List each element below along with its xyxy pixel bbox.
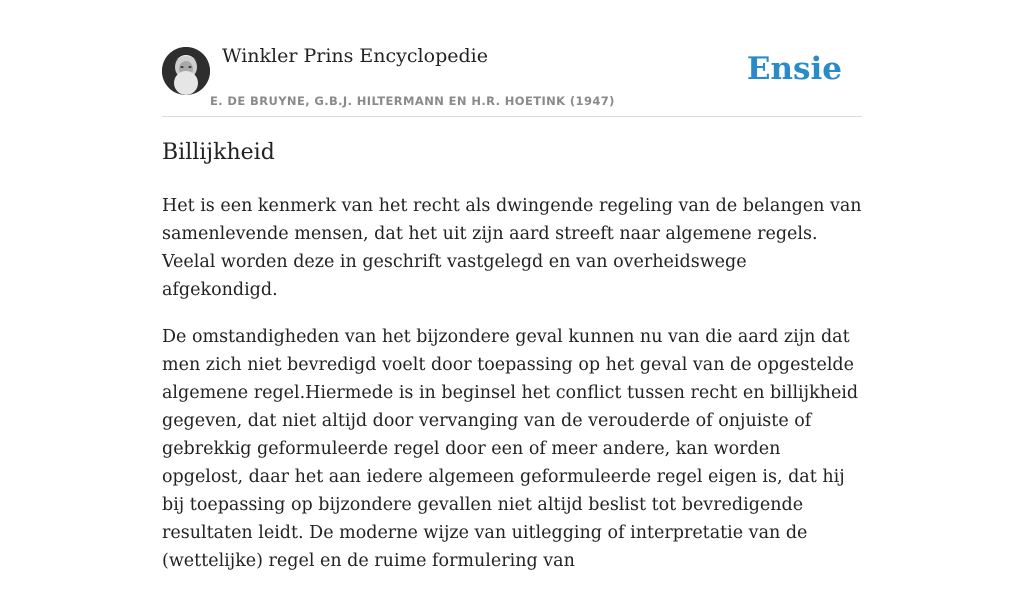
portrait-icon	[162, 47, 210, 95]
brand-logo[interactable]: Ensie	[746, 51, 842, 87]
article-title: Billijkheid	[162, 140, 275, 165]
site-name[interactable]: Winkler Prins Encyclopedie	[222, 45, 488, 67]
author-avatar	[162, 47, 210, 95]
article-body	[162, 192, 862, 594]
header	[162, 0, 862, 117]
article-paragraph: Het is een kenmerk van het recht als dwingende regeling van de belangen van samenlevende mensen, dat het uit zijn aard streeft naar algemene regels. Veelal worden deze in geschrift vastgelegd en van overheidswege afgekondigd.	[162, 196, 862, 300]
page	[162, 0, 862, 571]
article-paragraph: De omstandigheden van het bijzondere geval kunnen nu van die aard zijn dat men zich niet bevredigd voelt door toepassing op het geval van de opgestelde algemene regel.Hiermede is in beginsel het conflict tussen recht en billijkheid gegeven, dat niet altijd door vervanging van de verouderde of onjuiste of gebrekkig geformuleerde regel door een of meer andere, kan worden opgelost, daar het aan iedere algemeen geformuleerde regel eigen is, dat hij bij toepassing op bijzondere gevallen niet altijd beslist tot bevredigende resultaten leidt. De moderne wijze van uitlegging of interpretatie van de (wettelijke) regel en de ruime formulering van	[162, 327, 859, 571]
authors-line: E. DE BRUYNE, G.B.J. HILTERMANN EN H.R. HOETINK (1947)	[210, 94, 615, 108]
